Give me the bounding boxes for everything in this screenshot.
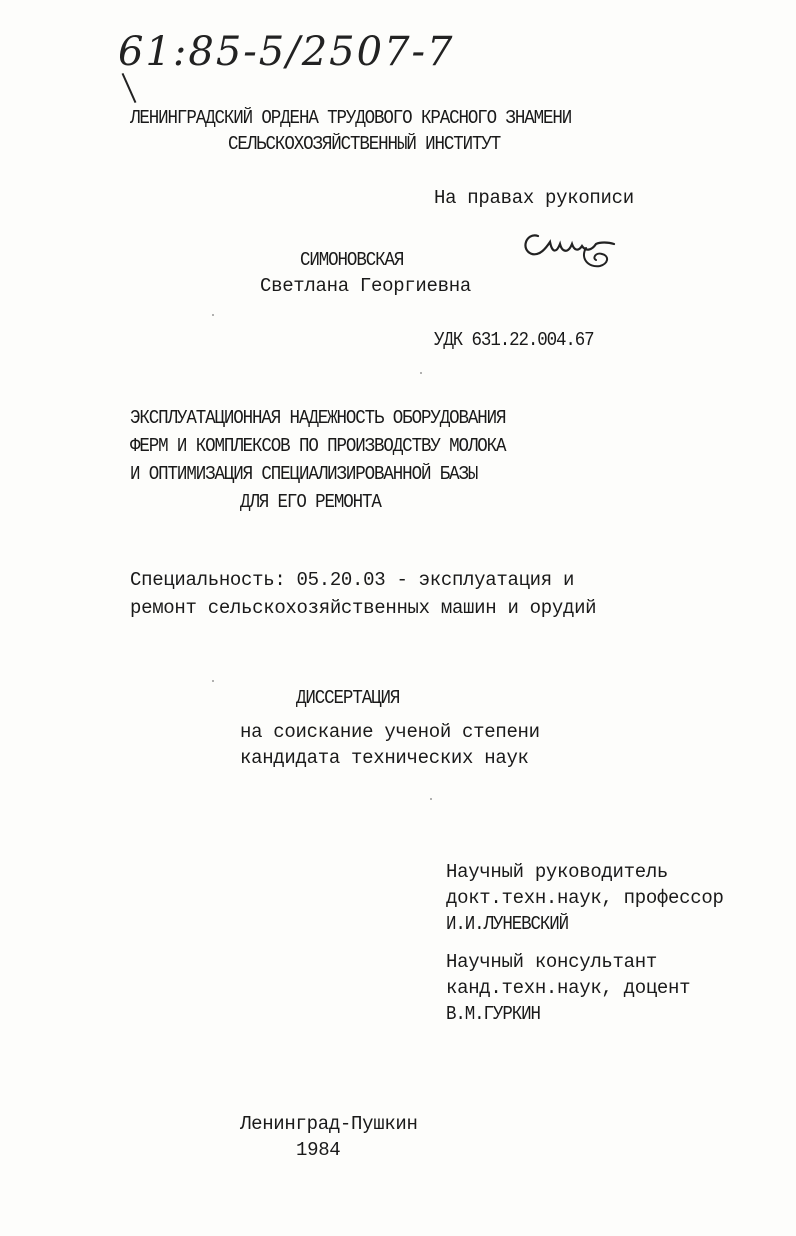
institution-line-1: ЛЕНИНГРАДСКИЙ ОРДЕНА ТРУДОВОГО КРАСНОГО ЗНАМЕНИ xyxy=(130,107,572,129)
archive-code-stroke xyxy=(122,73,137,103)
archive-code-handwritten: 61:85-5/2507-7 xyxy=(118,29,455,75)
specialty-line-1: Специальность: 05.20.03 - эксплуатация и xyxy=(130,569,575,591)
paper-speck xyxy=(212,314,214,316)
paper-speck xyxy=(420,372,422,374)
title-line-1: ЭКСПЛУАТАЦИОННАЯ НАДЕЖНОСТЬ ОБОРУДОВАНИЯ xyxy=(130,407,506,429)
signature-image xyxy=(516,214,626,274)
dissertation-line-1: на соискание ученой степени xyxy=(240,721,540,743)
manuscript-note: На правах рукописи xyxy=(434,187,634,209)
paper-speck xyxy=(430,798,432,800)
specialty-line-2: ремонт сельскохозяйственных машин и орудий xyxy=(130,597,597,619)
consultant-name: В.М.ГУРКИН xyxy=(446,1003,540,1025)
consultant-role: Научный консультант xyxy=(446,951,657,973)
supervisor-name: И.И.ЛУНЕВСКИЙ xyxy=(446,913,569,935)
paper-speck xyxy=(212,680,214,682)
title-line-2: ФЕРМ И КОМПЛЕКСОВ ПО ПРОИЗВОДСТВУ МОЛОКА xyxy=(130,435,506,457)
title-line-3: И ОПТИМИЗАЦИЯ СПЕЦИАЛИЗИРОВАННОЙ БАЗЫ xyxy=(130,463,478,485)
institution-line-2: СЕЛЬСКОХОЗЯЙСТВЕННЫЙ ИНСТИТУТ xyxy=(228,133,501,155)
author-surname: СИМОНОВСКАЯ xyxy=(300,249,404,271)
supervisor-degree: докт.техн.наук, профессор xyxy=(446,887,724,909)
dissertation-line-2: кандидата технических наук xyxy=(240,747,529,769)
consultant-degree: канд.техн.наук, доцент xyxy=(446,977,691,999)
author-name: Светлана Георгиевна xyxy=(260,275,471,297)
supervisor-role: Научный руководитель xyxy=(446,861,669,883)
udk-code: УДК 631.22.004.67 xyxy=(434,329,594,351)
publication-place: Ленинград-Пушкин xyxy=(240,1113,418,1135)
title-line-4: ДЛЯ ЕГО РЕМОНТА xyxy=(240,491,381,513)
publication-year: 1984 xyxy=(296,1139,341,1161)
dissertation-heading: ДИССЕРТАЦИЯ xyxy=(296,687,400,709)
